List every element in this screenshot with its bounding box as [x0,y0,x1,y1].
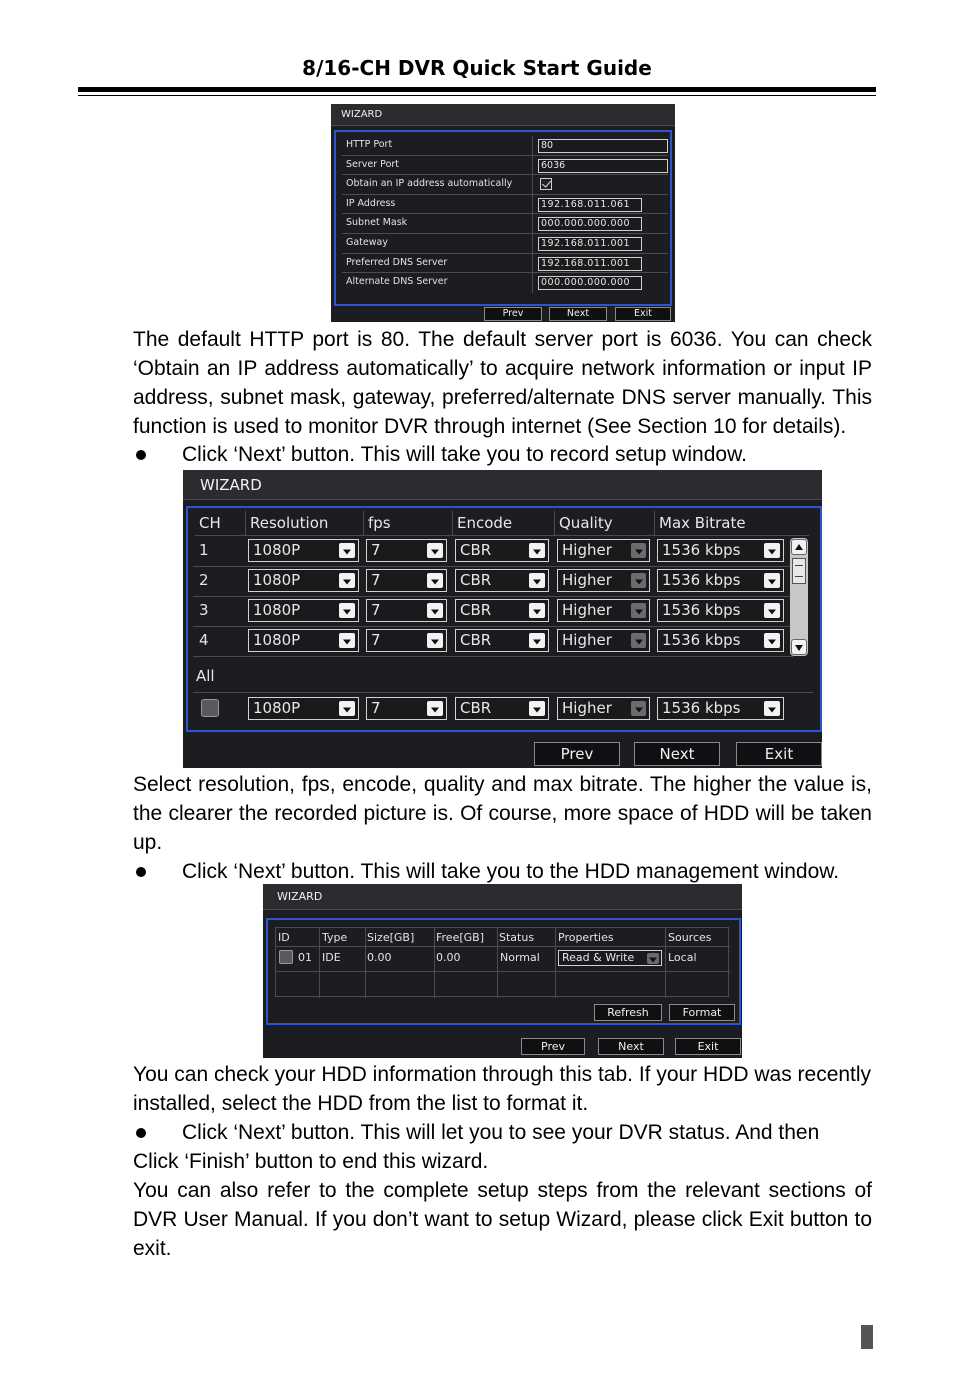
bullet-text: Click ‘Next’ button. This will let you to see your DVR status. And then [182,1121,820,1144]
chevron-down-icon [529,603,545,618]
bullet-text: Click ‘Next’ button. This will take you to record setup window. [182,443,747,466]
next-button[interactable]: Next [549,307,607,321]
chevron-down-icon [427,701,443,716]
wizard-title: WIZARD [183,470,822,500]
encode-dropdown[interactable]: CBR [455,629,549,652]
hdd-source: Local [668,951,697,964]
ip-address-row [342,195,668,215]
col-header-size: Size[GB] [367,931,415,944]
next-button[interactable]: Next [634,742,720,766]
wizard-title: WIZARD [331,104,675,126]
chevron-down-icon [529,701,545,716]
header-rule [78,87,876,92]
channel-number: 2 [199,571,209,589]
network-settings-panel [334,130,672,306]
resolution-dropdown[interactable]: 1080P [248,629,359,652]
quality-dropdown[interactable]: Higher [557,599,650,622]
closing-description: You can also refer to the complete setup steps from the relevant sections of DVR User Manual. If you don’t want to setup Wizard, please click Exit button to exit. [133,1179,872,1260]
exit-button[interactable]: Exit [736,742,822,766]
fps-dropdown[interactable]: 7 [366,599,447,622]
scroll-down-icon[interactable] [791,639,807,655]
gateway-label: Gateway [346,237,388,248]
gateway-input[interactable]: 192.168.011.001 [538,237,642,251]
wizard-title: WIZARD [263,884,742,910]
exit-button[interactable]: Exit [615,307,671,321]
chevron-down-icon [529,633,545,648]
prev-button[interactable]: Prev [521,1038,585,1055]
header-rule-thin [78,95,876,96]
channel-number: 1 [199,541,209,559]
next-button[interactable]: Next [598,1038,664,1055]
prev-button[interactable]: Prev [534,742,620,766]
bitrate-dropdown[interactable]: 1536 kbps [657,629,784,652]
chevron-down-icon [339,603,355,618]
col-header-resolution: Resolution [245,511,363,536]
col-header-quality: Quality [554,511,654,536]
bullet-icon [136,450,146,460]
resolution-dropdown[interactable]: 1080P [248,569,359,592]
chevron-down-icon [764,701,780,716]
subnet-mask-row [342,214,668,234]
prev-button[interactable]: Prev [484,307,542,321]
resolution-dropdown[interactable]: 1080P [248,539,359,562]
hdd-properties-dropdown[interactable]: Read & Write [558,950,662,966]
chevron-down-icon [631,633,646,648]
page-header-title: 8/16-CH DVR Quick Start Guide [302,56,652,80]
scroll-thumb[interactable] [792,558,806,584]
scroll-up-icon[interactable] [791,539,807,555]
fps-dropdown[interactable]: 7 [366,539,447,562]
all-bitrate-dropdown[interactable]: 1536 kbps [657,697,784,720]
hdd-id: 01 [298,951,312,964]
encode-dropdown[interactable]: CBR [455,569,549,592]
chevron-down-icon [339,543,355,558]
all-resolution-dropdown[interactable]: 1080P [248,697,359,720]
chevron-down-icon [339,573,355,588]
col-header-status: Status [499,931,535,944]
format-button[interactable]: Format [669,1004,735,1021]
chevron-down-icon [764,633,780,648]
chevron-down-icon [427,633,443,648]
resolution-dropdown[interactable]: 1080P [248,599,359,622]
record-wizard-screenshot [183,470,822,768]
chevron-down-icon [631,543,646,558]
col-header-fps: fps [363,511,452,536]
col-header-sources: Sources [668,931,712,944]
col-header-encode: Encode [452,511,554,536]
obtain-ip-label: Obtain an IP address automatically [346,178,513,190]
all-quality-dropdown[interactable]: Higher [557,697,650,720]
hdd-select-checkbox[interactable] [279,950,293,964]
all-fps-dropdown[interactable]: 7 [366,697,447,720]
channel-list-scrollbar[interactable] [790,538,808,656]
chevron-down-icon [764,543,780,558]
network-description: The default HTTP port is 80. The default server port is 6036. You can check ‘Obtain an IP address automatically’ to acquire network information or input IP address, subnet mask, gateway, preferred/alternate DNS server manually. This function is used to monitor DVR through internet (See Section 10 for details). [133,328,872,438]
chevron-down-icon [529,543,545,558]
chevron-down-icon [764,603,780,618]
server-port-row [342,156,668,176]
subnet-mask-label: Subnet Mask [346,217,408,229]
exit-button[interactable]: Exit [675,1038,741,1055]
fps-dropdown[interactable]: 7 [366,629,447,652]
col-header-id: ID [278,931,290,944]
obtain-ip-row [342,175,668,195]
hdd-wizard-screenshot [263,884,742,1058]
chevron-down-icon [647,953,659,964]
all-encode-dropdown[interactable]: CBR [455,697,549,720]
channel-number: 3 [199,601,209,619]
chevron-down-icon [339,701,355,716]
col-header-properties: Properties [558,931,614,944]
server-port-input[interactable]: 6036 [538,159,668,173]
http-port-row [342,136,668,156]
server-port-label: Server Port [346,158,400,170]
alternate-dns-label: Alternate DNS Server [346,276,448,288]
http-port-input[interactable]: 80 [538,139,668,153]
hdd-status: Normal [500,951,540,964]
chevron-down-icon [631,573,646,588]
all-channels-label: All [196,667,215,685]
chevron-down-icon [427,543,443,558]
quality-dropdown[interactable]: Higher [557,569,650,592]
bitrate-dropdown[interactable]: 1536 kbps [657,539,784,562]
network-wizard-screenshot [331,104,675,322]
chevron-down-icon [764,573,780,588]
chevron-down-icon [631,701,646,716]
fps-dropdown[interactable]: 7 [366,569,447,592]
chevron-down-icon [427,573,443,588]
obtain-ip-checkbox[interactable] [540,178,552,190]
encode-dropdown[interactable]: CBR [455,599,549,622]
record-description: Select resolution, fps, encode, quality and max bitrate. The higher the value is, the clearer the recorded picture is. Of course, more space of HDD will be taken up. [133,773,872,854]
gateway-row [342,234,668,254]
ip-address-label: IP Address [346,197,396,209]
channel-number: 4 [199,631,209,649]
hdd-size: 0.00 [367,951,392,964]
all-channels-checkbox[interactable] [201,699,219,717]
ip-address-input[interactable]: 192.168.011.061 [538,198,642,212]
preferred-dns-input[interactable]: 192.168.011.001 [538,257,642,271]
bullet-icon [136,1128,146,1138]
alternate-dns-row [342,273,668,293]
preferred-dns-row [342,254,668,274]
quality-dropdown[interactable]: Higher [557,539,650,562]
preferred-dns-label: Preferred DNS Server [346,256,448,268]
col-header-max-bitrate: Max Bitrate [654,511,809,536]
page-marker [861,1325,873,1349]
chevron-down-icon [339,633,355,648]
refresh-button[interactable]: Refresh [594,1004,662,1021]
quality-dropdown[interactable]: Higher [557,629,650,652]
hdd-type: IDE [322,951,341,964]
finish-instruction: Click ‘Finish’ button to end this wizard. [133,1150,489,1173]
chevron-down-icon [427,603,443,618]
encode-dropdown[interactable]: CBR [455,539,549,562]
http-port-label: HTTP Port [346,139,393,150]
col-header-free: Free[GB] [436,931,484,944]
subnet-mask-input[interactable]: 000.000.000.000 [538,217,642,231]
alternate-dns-input[interactable]: 000.000.000.000 [538,276,642,290]
bullet-icon [136,867,146,877]
bitrate-dropdown[interactable]: 1536 kbps [657,569,784,592]
hdd-free: 0.00 [436,951,461,964]
col-header-ch: CH [195,511,245,536]
chevron-down-icon [529,573,545,588]
hdd-description: You can check your HDD information through this tab. If your HDD was recently installed, select the HDD from the list to format it. [133,1063,872,1115]
bullet-text: Click ‘Next’ button. This will take you to the HDD management window. [182,860,840,883]
chevron-down-icon [631,603,646,618]
bitrate-dropdown[interactable]: 1536 kbps [657,599,784,622]
col-header-type: Type [322,931,348,944]
